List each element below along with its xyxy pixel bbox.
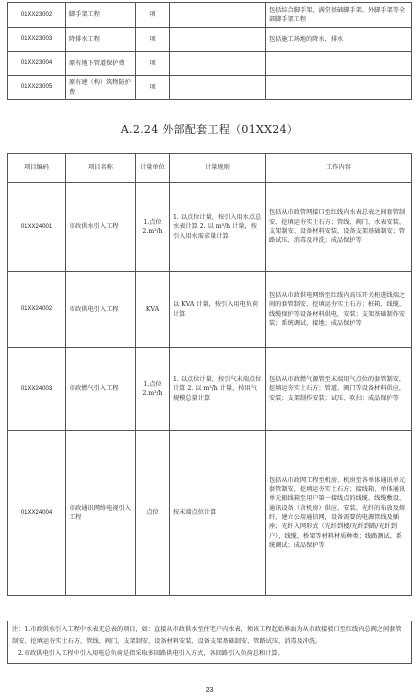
row-name: 脚手架工程 <box>66 3 136 28</box>
header-content: 工作内容 <box>266 154 412 183</box>
row-content: 包括从市政网工程至机房、机房至各单体通讯单元套管制安，挖填运夯实土石方；接线箱、单体通讯单元振线箱至用户第一接线点的线缆、线缆敷设、通讯设备（含机房）供应、安装、光纤的布放及熔纤，建立公用通信网，设备需要的电源管线及插座；光纤入网形式（光纤到楼/光纤到路/光纤到户），线缆、桥架等材料材质种类；线路测试、系统调试；成品保护等 <box>266 431 412 596</box>
row-rule <box>170 28 266 52</box>
table-row <box>8 272 412 348</box>
row-rule: 按末端点位计算 <box>170 431 266 596</box>
row-rule <box>170 3 266 28</box>
row-content: 包括施工场地的降水、排水 <box>266 28 412 52</box>
row-code: 01XX23003 <box>8 28 66 52</box>
row-code: 01XX23005 <box>8 76 66 100</box>
top-table-row <box>8 76 412 100</box>
main-table-body <box>8 183 412 596</box>
row-rule: 以 KVA 计量，按引入用电负荷计算 <box>170 272 266 348</box>
header-name: 项目名称 <box>66 154 136 183</box>
row-name: 原有建（构）筑物防护费 <box>66 76 136 100</box>
row-rule: 1. 以点位计量，按引气末端点位计算 2. 以 m³/h 计量，按用气规模总量计算 <box>170 348 266 431</box>
row-unit: 1.点位 2.m³/h <box>136 348 170 431</box>
row-content: 包括从市政燃气源管至末端用气点位的套管制安，挖填运夯实土石方；管道、阀门等设备材料供应，安装；支架制作安装；试压、吹扫；成品保护等 <box>266 348 412 431</box>
section-title: A.2.24 外部配套工程（01XX24） <box>120 123 299 136</box>
row-rule: 1. 以点位计量，按引入用水点总水表计算 2. 以 m³/h 计量，按引入用水需求量计算 <box>170 183 266 272</box>
top-table-row <box>8 3 412 28</box>
row-name: 市政燃气引入工程 <box>66 348 136 431</box>
row-content: 包括综合脚手架、满堂基础脚手架、外脚手架等全部脚手架工程 <box>266 3 412 28</box>
row-name: 市政通讯网络电视引入工程 <box>66 431 136 596</box>
header-rule: 计量规则 <box>170 154 266 183</box>
row-name: 原有地下管道保护费 <box>66 52 136 76</box>
row-code: 01XX23002 <box>8 3 66 28</box>
note-2: 2.市政供电引入工程中引入用电总负荷是指采取多回路供电引入方式，各回路引入负荷总和计算。 <box>18 650 284 658</box>
row-unit: KVA <box>136 272 170 348</box>
header-unit: 计量单位 <box>136 154 170 183</box>
table-row <box>8 431 412 596</box>
top-table-body <box>8 3 412 100</box>
main-table <box>7 153 412 596</box>
row-unit: 项 <box>136 52 170 76</box>
row-code: 01XX23004 <box>8 52 66 76</box>
row-content: 包括从市政管网接口至红线内水表总表之间套管制安、挖填运夯实土石方；管线、阀门、水表安装、支架制安、设备材料安装、设备支架基础制安；管路试压、消毒及冲洗；成品保护等 <box>266 183 412 272</box>
row-code: 01XX24001 <box>8 183 66 272</box>
row-name: 降排水工程 <box>66 28 136 52</box>
row-rule <box>170 76 266 100</box>
note-1: 注：1.市政供水引入工程中水表无总表的项目，如：直接从市政供水至住宅户内水表，须该工程起始界面为从市政接驳口至红线内总阀之间套管制安、挖填运夯实土石方、管线、阀门、支架制安、设备材料安装、设备支架基础制安、管路试压、消毒及冲洗。 <box>12 626 402 646</box>
row-unit: 点位 <box>136 431 170 596</box>
row-name: 市政供电引入工程 <box>66 272 136 348</box>
row-name: 市政供水引入工程 <box>66 183 136 272</box>
row-unit: 项 <box>136 76 170 100</box>
row-rule <box>170 52 266 76</box>
notes-box <box>7 621 412 664</box>
page-number: 23 <box>205 687 214 694</box>
row-unit: 项 <box>136 3 170 28</box>
row-unit: 1.点位 2.m³/h <box>136 183 170 272</box>
row-unit: 项 <box>136 28 170 52</box>
row-content <box>266 76 412 100</box>
row-code: 01XX24004 <box>8 431 66 596</box>
top-table-row <box>8 52 412 76</box>
table-row <box>8 183 412 272</box>
row-content <box>266 52 412 76</box>
table-row <box>8 348 412 431</box>
row-code: 01XX24002 <box>8 272 66 348</box>
row-code: 01XX24003 <box>8 348 66 431</box>
top-table-row <box>8 28 412 52</box>
top-table <box>7 2 412 100</box>
row-content: 包括从市政供电网络至红线内高压开关柜进线端之间的套管制安、挖填运夯实土石方；桩箱、线缆、线缆保护等设备材料供电，安装；支架基础制作安装；系统调试、接地；成品保护等 <box>266 272 412 348</box>
header-code: 项目编码 <box>8 154 66 183</box>
header-row <box>8 154 412 183</box>
